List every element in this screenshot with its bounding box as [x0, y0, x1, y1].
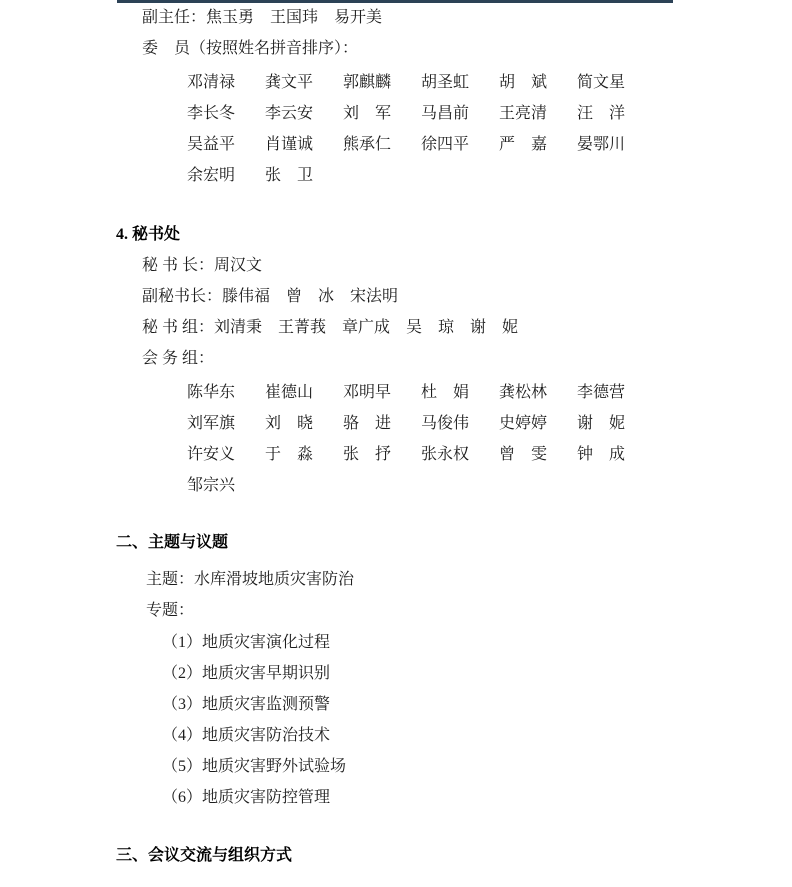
member-name: 马昌前 [421, 105, 470, 122]
affairs-member-name: 崔德山 [265, 384, 314, 401]
member-name: 李长冬 [187, 105, 236, 122]
members-row [187, 160, 682, 191]
theme-line [116, 564, 682, 595]
topic-text: （2）地质灾害早期识别 [162, 665, 331, 682]
member-name: 李云安 [265, 105, 314, 122]
secretary-group-line [116, 312, 682, 343]
member-name: 肖谨诚 [265, 136, 314, 153]
affairs-member-name: 刘 晓 [265, 415, 314, 432]
affairs-member-name: 龚松林 [499, 384, 548, 401]
secretary-general-line [116, 250, 682, 281]
member-name: 王亮清 [499, 105, 548, 122]
member-name: 张 卫 [265, 167, 314, 184]
affairs-group-label-line [116, 343, 682, 374]
topic-item [116, 689, 682, 720]
members-row [187, 67, 682, 98]
deputy-secretary-general-label: 副秘书长： [142, 288, 223, 305]
member-name: 郭麒麟 [343, 74, 392, 91]
member-name: 熊承仁 [343, 136, 392, 153]
affairs-row [187, 377, 682, 408]
affairs-member-name: 邓明早 [343, 384, 392, 401]
secretary-group-label: 秘 书 组： [142, 319, 215, 336]
member-name: 邓清禄 [187, 74, 236, 91]
member-name: 晏鄂川 [577, 136, 626, 153]
affairs-member-name: 李德营 [577, 384, 626, 401]
affairs-member-name: 许安义 [187, 446, 236, 463]
affairs-member-name: 马俊伟 [421, 415, 470, 432]
affairs-member-name: 张永权 [421, 446, 470, 463]
member-name: 汪 洋 [577, 105, 626, 122]
affairs-row [187, 439, 682, 470]
affairs-row [187, 470, 682, 501]
member-name: 胡圣虹 [421, 74, 470, 91]
topic-text: （6）地质灾害防控管理 [162, 789, 331, 806]
members-label-line [116, 33, 682, 64]
topic-text: （1）地质灾害演化过程 [162, 634, 331, 651]
deputy-director-names: 焦玉勇 王国玮 易开美 [206, 9, 383, 26]
topics-label-line [116, 595, 682, 626]
secretary-general-label: 秘 书 长： [142, 257, 215, 274]
section-two-heading [116, 527, 682, 558]
section-three-heading-text: 三、会议交流与组织方式 [116, 847, 293, 864]
secretary-group-names: 刘清秉 王菁莪 章广成 吴 琼 谢 妮 [214, 319, 519, 336]
member-name: 徐四平 [421, 136, 470, 153]
topic-text: （3）地质灾害监测预警 [162, 696, 331, 713]
affairs-member-name: 陈华东 [187, 384, 236, 401]
affairs-member-name: 钟 成 [577, 446, 626, 463]
deputy-secretary-general-line [116, 281, 682, 312]
topic-item [116, 658, 682, 689]
section-three-heading [116, 840, 682, 871]
affairs-member-name: 张 抒 [343, 446, 392, 463]
topic-item [116, 751, 682, 782]
affairs-member-name: 杜 娟 [421, 384, 470, 401]
member-name: 吴益平 [187, 136, 236, 153]
members-row [187, 129, 682, 160]
topic-text: （4）地质灾害防治技术 [162, 727, 331, 744]
members-row [187, 98, 682, 129]
affairs-member-name: 邹宗兴 [187, 477, 236, 494]
affairs-group-label: 会 务 组： [142, 350, 215, 367]
section-two-heading-text: 二、主题与议题 [116, 534, 229, 551]
theme-value: 水库滑坡地质灾害防治 [194, 571, 355, 588]
topic-item [116, 720, 682, 751]
affairs-member-name: 骆 进 [343, 415, 392, 432]
affairs-member-name: 于 淼 [265, 446, 314, 463]
members-label: 委 员（按照姓名拼音排序）： [142, 40, 359, 57]
secretariat-heading-text: 4. 秘书处 [116, 226, 181, 243]
affairs-row [187, 408, 682, 439]
member-name: 龚文平 [265, 74, 314, 91]
topic-text: （5）地质灾害野外试验场 [162, 758, 347, 775]
topic-item [116, 627, 682, 658]
member-name: 简文星 [577, 74, 626, 91]
member-name: 严 嘉 [499, 136, 548, 153]
topic-item [116, 782, 682, 813]
affairs-member-name: 史婷婷 [499, 415, 548, 432]
member-name: 刘 军 [343, 105, 392, 122]
deputy-director-label: 副主任： [142, 9, 207, 26]
affairs-member-name: 刘军旗 [187, 415, 236, 432]
affairs-member-name: 曾 雯 [499, 446, 548, 463]
secretary-general-names: 周汉文 [214, 257, 263, 274]
topics-label: 专题： [146, 602, 195, 619]
member-name: 胡 斌 [499, 74, 548, 91]
secretariat-heading [116, 219, 682, 250]
affairs-member-name: 谢 妮 [577, 415, 626, 432]
deputy-secretary-general-names: 滕伟福 曾 冰 宋法明 [222, 288, 399, 305]
deputy-director-line [116, 2, 682, 33]
member-name: 余宏明 [187, 167, 236, 184]
theme-label: 主题： [146, 571, 195, 588]
document-content [116, 2, 682, 871]
